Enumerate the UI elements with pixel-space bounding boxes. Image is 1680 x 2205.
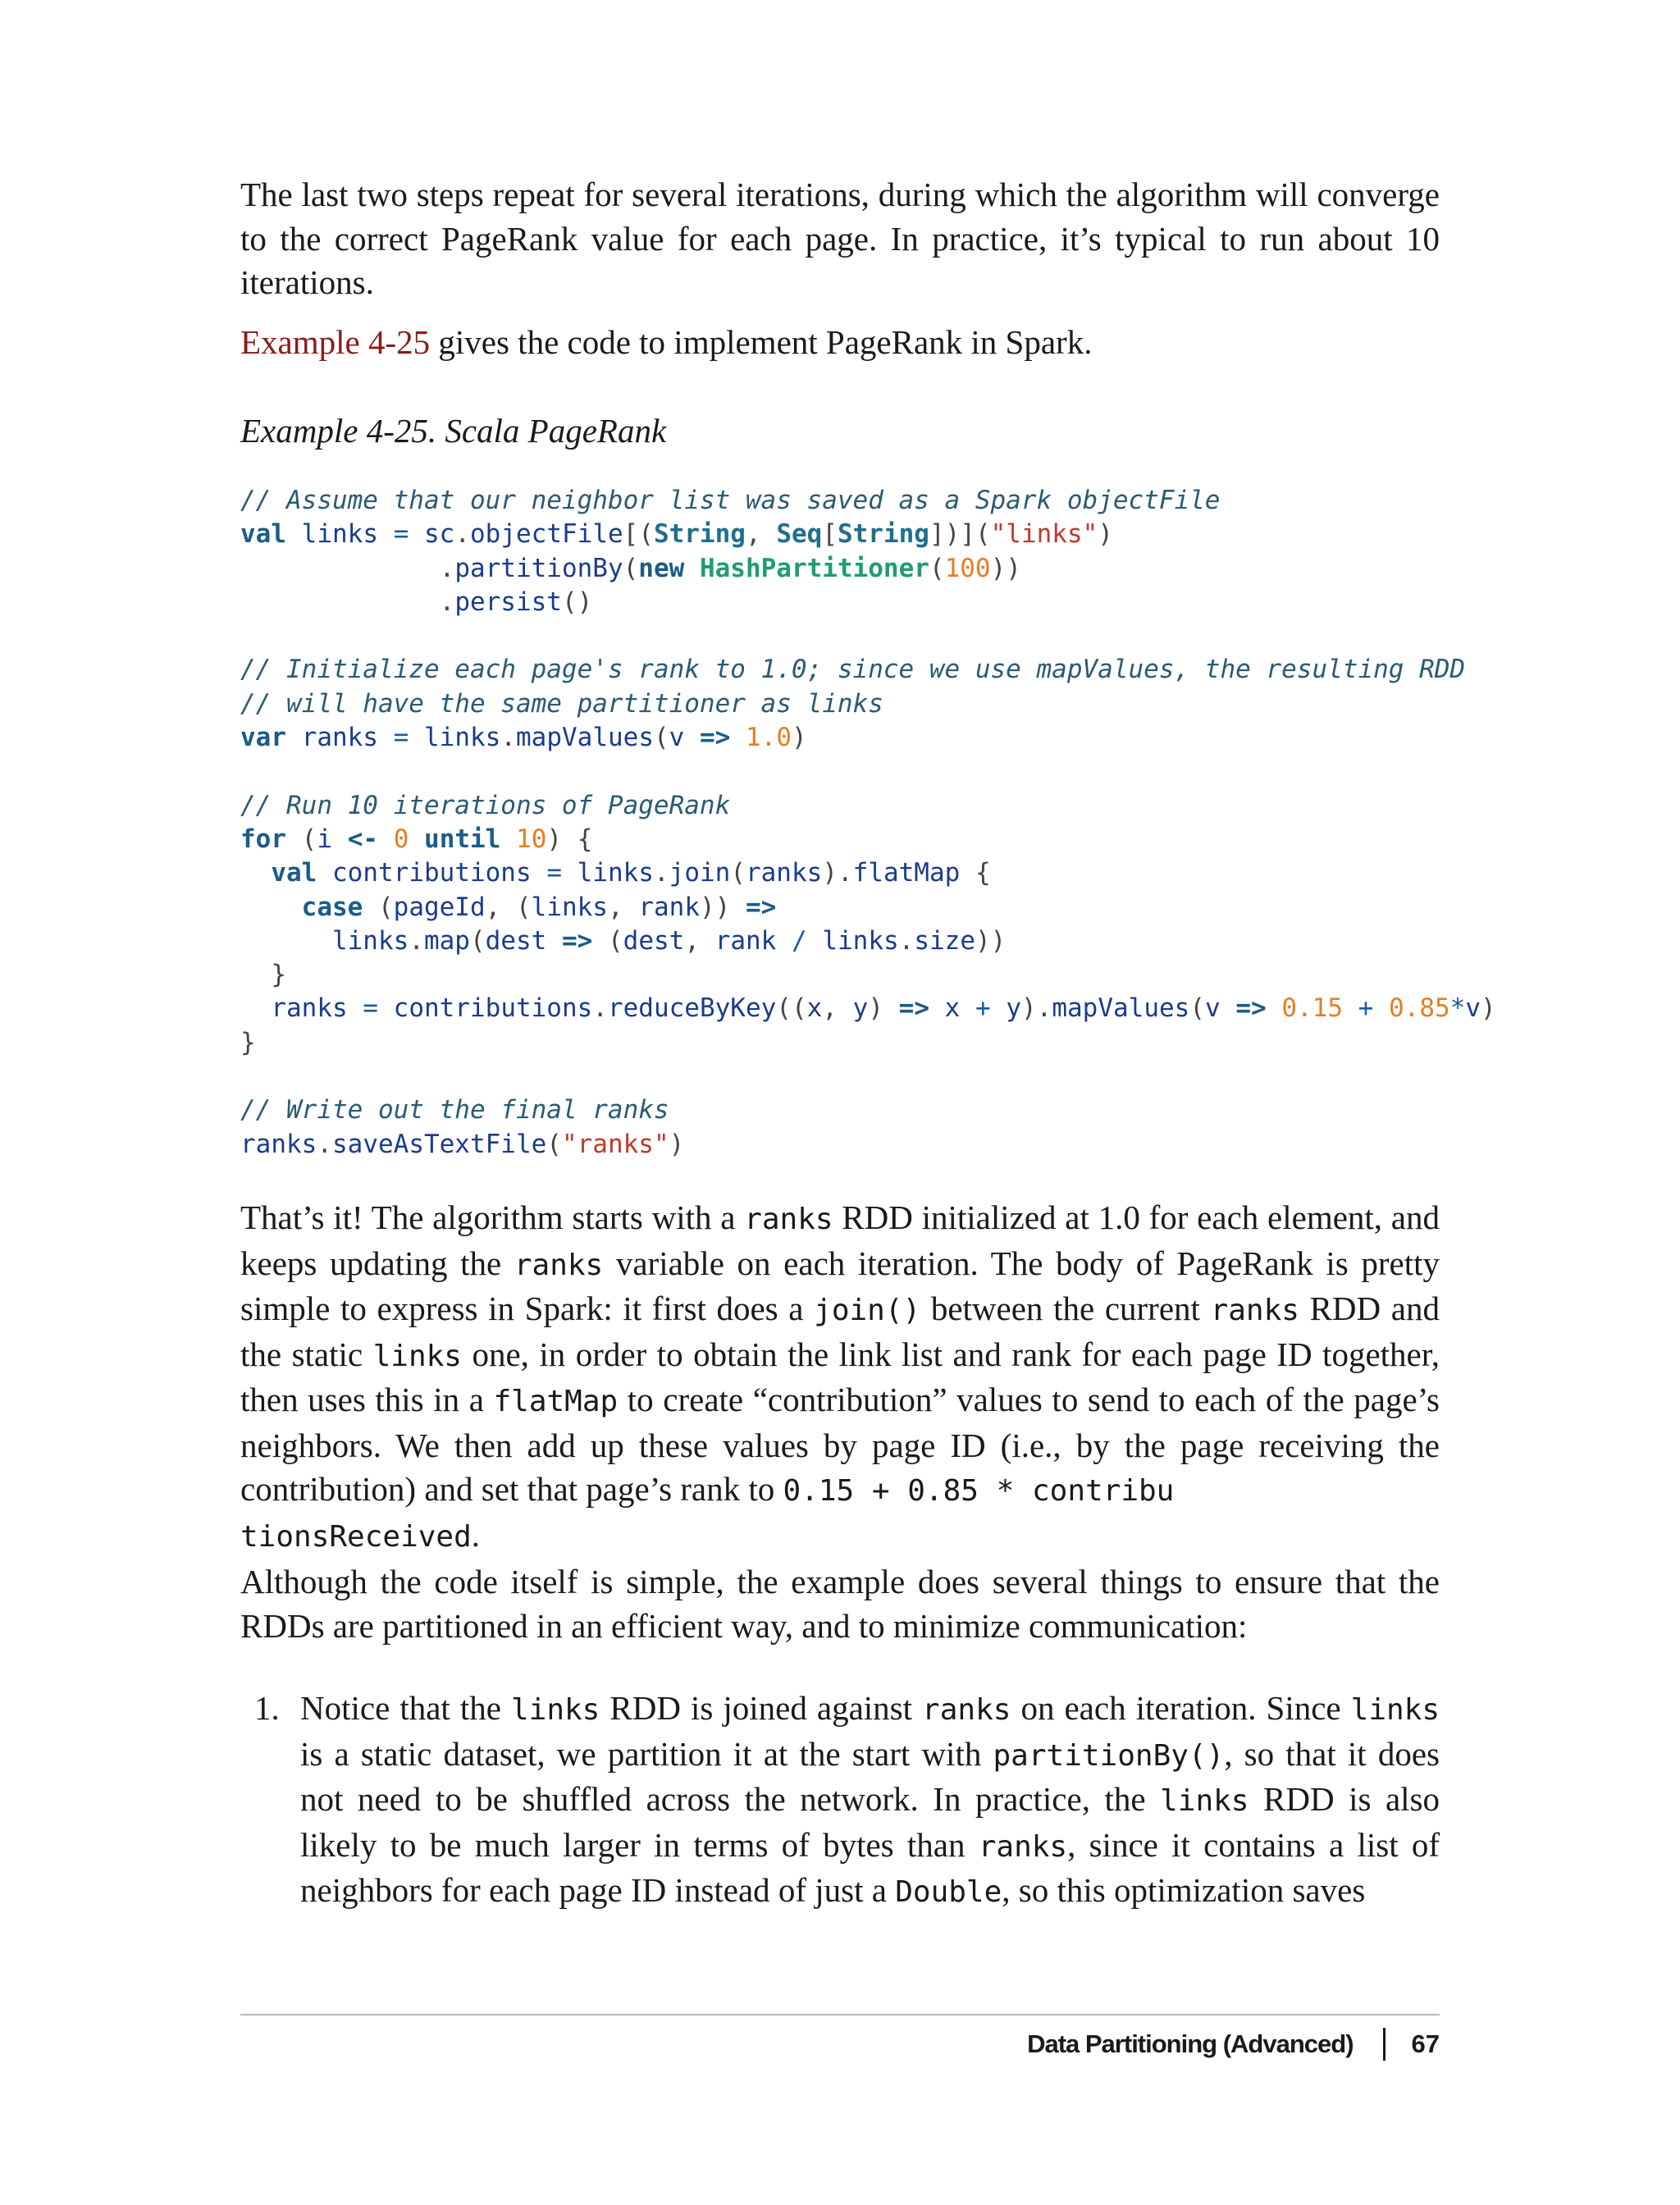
paragraph-text: on each iteration. Since — [1011, 1689, 1351, 1727]
footer-separator — [1383, 2028, 1386, 2061]
book-page — [240, 0, 1496, 2205]
code-string: "links" — [990, 519, 1098, 550]
paragraph-text: , since it contains a list of neighbors for each page ID instead of just a — [300, 1825, 1440, 1909]
paragraph-text: one, in order to obtain the link list and rank for each page ID together, then uses this in a — [240, 1335, 1440, 1418]
inline-code: ranks — [514, 1248, 604, 1282]
example-caption: Example 4-25. Scala PageRank — [240, 412, 667, 450]
inline-code: links — [1350, 1693, 1440, 1727]
paragraph-text: is a static dataset, we partition it at the start with — [300, 1734, 993, 1773]
running-footer-title: Data Partitioning (Advanced) — [1027, 2029, 1354, 2058]
paragraph-text: Notice that the — [300, 1689, 511, 1727]
inline-code: join() — [814, 1294, 921, 1327]
code-comment: // Write out the final ranks — [240, 1095, 669, 1125]
inline-code: ranks — [922, 1693, 1011, 1727]
inline-code: links — [510, 1693, 600, 1727]
list-item — [300, 1687, 1440, 1915]
code-listing: // Assume that our neighbor list was saved as a Spark objectFile val links = sc.objectFile[(String, Seq[String])]("links") .partitionBy(new HashPartitioner(100)) .persist() // Initialize each page's rank to 1.0; since we use mapValues, the resulting RDD // will have the same partitioner as links var ranks = links.mapValues(v => 1.0) // Run 10 iterations of PageRank for (i <- 0 until 10) { val contributions = links.join(ranks).flatMap { case (pageId, (links, rank)) => links.map(dest => (dest, rank / links.size)) } ranks = contributions.reduceByKey((x, y) => x + y).mapValues(v => 0.15 + 0.85*v) } // Write out the final ranks ranks.saveAsTextFile("ranks") — [240, 486, 1496, 1159]
paragraph-example-intro — [240, 321, 1440, 365]
inline-code: tionsReceived — [240, 1519, 472, 1554]
example-cross-reference-link[interactable]: Example 4-25 — [240, 323, 431, 361]
paragraph-text: variable on each iteration. The body of PageRank is pretty simple to express in Spark: it first does a — [240, 1244, 1440, 1327]
inline-code: 0.15 + 0.85 * contribu — [783, 1474, 1175, 1508]
list-item-number: 1. — [254, 1689, 280, 1727]
page-footer — [1027, 2026, 1440, 2062]
inline-code: flatMap — [493, 1385, 619, 1418]
inline-code: links — [372, 1339, 462, 1373]
paragraph-text: , so this optimization saves — [1002, 1871, 1366, 1909]
code-comment: // Run 10 iterations of PageRank — [240, 790, 731, 820]
inline-code: ranks — [978, 1829, 1068, 1864]
paragraph-text: gives the code to implement PageRank in Spark. — [430, 323, 1093, 361]
paragraph-text: RDD is also likely to be much larger in terms of bytes than — [300, 1780, 1440, 1864]
code-comment: // will have the same partitioner as links — [240, 688, 883, 719]
inline-code: ranks — [744, 1203, 833, 1236]
inline-code: Double — [895, 1875, 1002, 1909]
paragraph-text: , so that it does not need to be shuffled across the network. In practice, the — [300, 1734, 1440, 1818]
paragraph-text: RDD is joined against — [600, 1689, 923, 1727]
paragraph-text: RDD and the static — [240, 1290, 1440, 1373]
code-comment: // Initialize each page's rank to 1.0; since we use mapValues, the resulting RDD — [240, 655, 1466, 685]
paragraph-text: between the current — [920, 1290, 1211, 1327]
inline-code: partitionBy() — [993, 1738, 1225, 1773]
inline-code: ranks — [1210, 1294, 1299, 1327]
paragraph-text: to create “contribution” values to send to each of the page’s neighbors. We then add up these values by page ID (i.e., by the page receiving the contribution) and set that page’s rank to — [240, 1381, 1440, 1508]
paragraph-iterations: The last two steps repeat for several iterations, during which the algorithm will converge to the correct PageRank value for each page. In practice, it’s typical to run about 10 iterations. — [240, 176, 1440, 301]
paragraph-text: . — [471, 1515, 481, 1554]
inline-code: links — [1160, 1784, 1249, 1818]
paragraph-text: That’s it! The algorithm starts with a — [240, 1198, 745, 1236]
code-comment: // Assume that our neighbor list was saved as a Spark objectFile — [240, 486, 1221, 515]
paragraph-text: RDD initialized at 1.0 for each element, and keeps updating the — [240, 1198, 1440, 1282]
code-string: "ranks" — [561, 1129, 669, 1159]
paragraph-algorithm-explanation — [240, 1196, 1440, 1559]
paragraph-efficiency-intro: Although the code itself is simple, the example does several things to ensure that the RDDs are partitioned in an efficient way, and to minimize communication: — [240, 1563, 1440, 1645]
footer-divider — [240, 2014, 1440, 2016]
page-number: 67 — [1411, 2029, 1440, 2058]
